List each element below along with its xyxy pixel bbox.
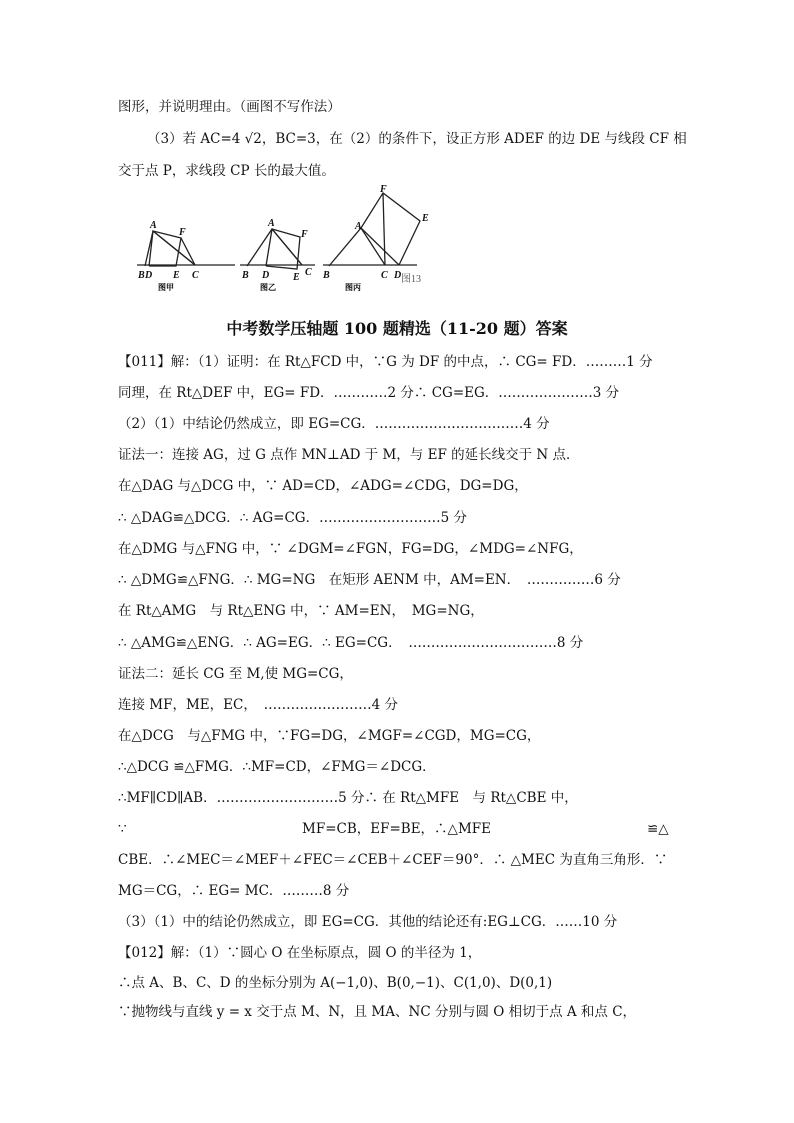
answer-line: 证法二：延长 CG 至 M,使 MG=CG， — [118, 666, 353, 682]
svg-text:C: C — [192, 270, 199, 281]
answer-line: 在 Rt△AMG 与 Rt△ENG 中，∵ AM=EN， MG=NG， — [118, 603, 484, 619]
question-line: （3）若 AC=4 √2，BC=3，在（2）的条件下，设正方形 ADEF 的边 DE 与线段 CF 相 — [147, 131, 687, 147]
question-line: 交于点 P，求线段 CP 长的最大值。 — [118, 163, 335, 179]
svg-text:D: D — [394, 270, 402, 281]
answer-line: ∴点 A、B、C、D 的坐标分别为 A(−1,0)、B(0,−1)、C(1,0)、D(0,1) — [118, 975, 553, 991]
svg-text:D: D — [145, 270, 153, 281]
svg-text:B: B — [242, 270, 249, 281]
svg-text:A: A — [355, 221, 362, 232]
answer-line: 同理，在 Rt△DEF 中，EG= FD．…………2 分∴ CG=EG．…………………3 分 — [118, 385, 620, 401]
figure-number: 图13 — [401, 274, 421, 285]
svg-text:F: F — [179, 227, 186, 238]
answer-line-spread-end: ≌△ — [647, 821, 669, 837]
answer-line-spread-start: ∵ — [118, 821, 127, 837]
answer-line: MG＝CG，∴ EG= MC．………8 分 — [118, 883, 350, 899]
answer-line: ∵抛物线与直线 y = x 交于点 M、N，且 MA、NC 分别与圆 O 相切于点 A 和点 C， — [118, 1004, 637, 1020]
answer-line: ∴ △AMG≌△ENG．∴ AG=EG．∴ EG=CG． ……………………………8 分 — [118, 635, 584, 651]
answer-line: 证法一：连接 AG，过 G 点作 MN⊥AD 于 M，与 EF 的延长线交于 N 点． — [118, 447, 580, 463]
answer-line: 在△DCG 与△FMG 中，∵FG=DG，∠MGF=∠CGD，MG=CG， — [118, 728, 541, 744]
answer-line: 【011】解：（1）证明：在 Rt△FCD 中，∵G 为 DF 的中点，∴ CG= FD．………1 分 — [118, 354, 653, 370]
answer-title: 中考数学压轴题 100 题精选（11-20 题）答案 — [226, 319, 568, 338]
svg-text:A: A — [268, 218, 275, 229]
answer-line: ∴△DCG ≌△FMG．∴MF=CD，∠FMG＝∠DCG． — [118, 759, 436, 775]
answer-line: ∴ △DAG≌△DCG．∴ AG=CG．………………………5 分 — [118, 510, 467, 526]
answer-line: 【012】解：（1）∵圆心 O 在坐标原点，圆 O 的半径为 1， — [118, 945, 482, 961]
answer-line: ∴MF∥CD∥AB．………………………5 分∴ 在 Rt△MFE 与 Rt△CBE 中， — [118, 790, 578, 806]
answer-line: CBE．∴∠MEC＝∠MEF＋∠FEC＝∠CEB＋∠CEF＝90°．∴ △MEC 为直角三角形．∵ — [118, 852, 668, 868]
svg-text:B: B — [323, 270, 330, 281]
svg-text:E: E — [173, 270, 180, 281]
answer-line-spread-mid: MF=CB，EF=BE，∴△MFE — [302, 821, 491, 837]
svg-text:F: F — [380, 184, 387, 195]
answer-line: （2）（1）中结论仍然成立，即 EG=CG．……………………………4 分 — [118, 416, 550, 432]
caption-yi: 图乙 — [260, 283, 276, 292]
answer-line: 连接 MF，ME，EC， ……………………4 分 — [118, 697, 398, 713]
svg-text:C: C — [305, 267, 312, 278]
point-label: A — [150, 220, 157, 231]
question-line: 图形，并说明理由。（画图不写作法） — [118, 99, 341, 115]
svg-text:D: D — [262, 270, 270, 281]
answer-line: （3）（1）中的结论仍然成立，即 EG=CG．其他的结论还有:EG⊥CG．……10 分 — [118, 914, 618, 930]
svg-text:B: B — [138, 270, 145, 281]
geometry-figure — [135, 183, 435, 293]
answer-line: ∴ △DMG≌△FNG．∴ MG=NG 在矩形 AENM 中，AM=EN． ……………6 分 — [118, 572, 621, 588]
answer-line: 在△DAG 与△DCG 中，∵ AD=CD，∠ADG=∠CDG，DG=DG， — [118, 478, 528, 494]
svg-text:C: C — [381, 270, 388, 281]
svg-text:F: F — [301, 229, 308, 240]
answer-line: 在△DMG 与△FNG 中，∵ ∠DGM=∠FGN，FG=DG，∠MDG=∠NFG， — [118, 541, 583, 557]
svg-text:E: E — [422, 213, 429, 224]
caption-jia: 图甲 — [158, 283, 174, 292]
caption-bing: 图丙 — [345, 283, 361, 292]
svg-text:E: E — [293, 272, 300, 283]
